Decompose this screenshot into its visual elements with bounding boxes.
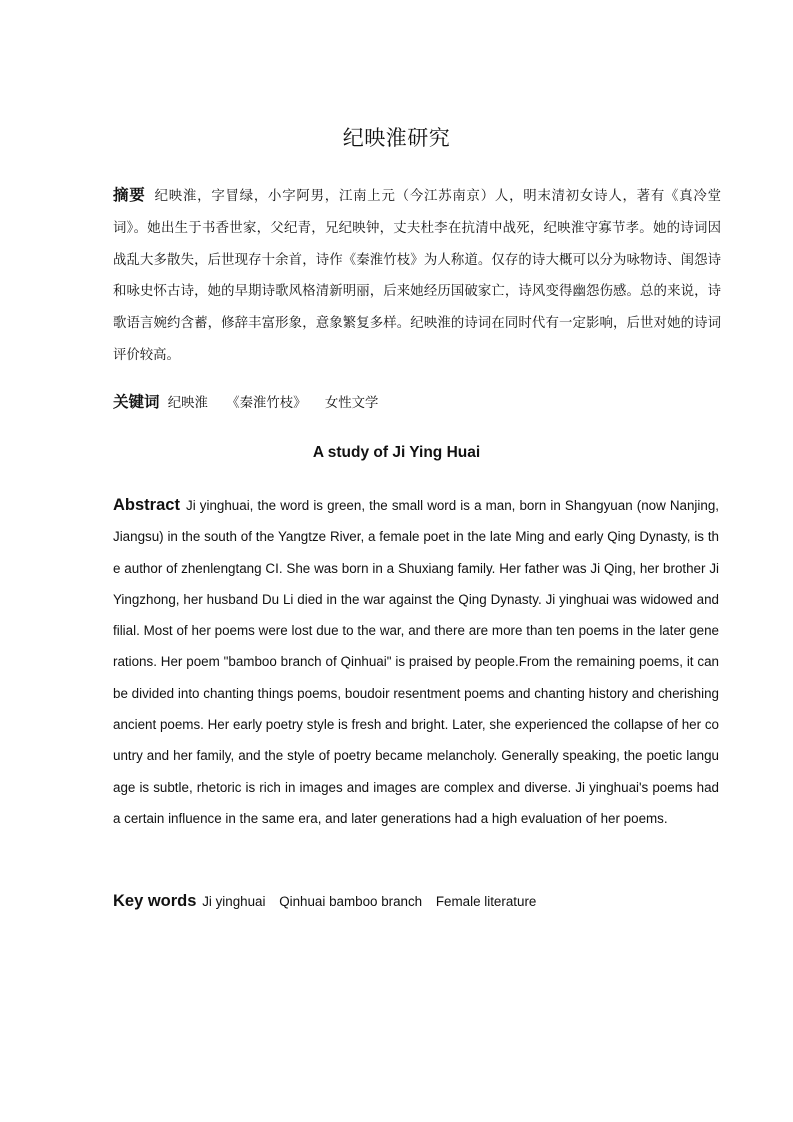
english-keyword-item: Female literature	[435, 894, 537, 909]
english-keyword-item: Qinhuai bamboo branch	[279, 894, 423, 909]
english-title: A study of Ji Ying Huai	[312, 444, 481, 461]
english-abstract	[113, 490, 719, 834]
english-keywords-label: Key words	[113, 892, 197, 910]
chinese-keyword-item: 女性文学	[324, 396, 379, 411]
chinese-keywords-label: 关键词	[113, 393, 160, 411]
chinese-abstract-label: 摘要	[113, 186, 146, 204]
chinese-keyword-item: 《秦淮竹枝》	[226, 396, 307, 411]
english-keywords	[113, 886, 721, 917]
chinese-abstract	[113, 180, 721, 372]
chinese-keywords	[113, 387, 721, 419]
chinese-abstract-text: 纪映淮，字冒绿，小字阿男，江南上元（今江苏南京）人，明末清初女诗人，著有《真冷堂词》。她出生于书香世家，父纪青，兄纪映钟，丈夫杜李在抗清中战死，纪映淮守寡节孝。她的诗词因战乱大多散失，后世现存十余首，诗作《秦淮竹枝》为人称道。仅存的诗大概可以分为咏物诗、闺怨诗和咏史怀古诗，她的早期诗歌风格清新明丽，后来她经历国破家亡，诗风变得幽怨伤感。总的来说，诗歌语言婉约含蓄，修辞丰富形象，意象繁复多样。纪映淮的诗词在同时代有一定影响，后世对她的诗词评价较高。	[113, 189, 721, 363]
chinese-title: 纪映淮研究	[342, 126, 451, 150]
chinese-keyword-item: 纪映淮	[167, 396, 208, 411]
english-abstract-text: Ji yinghuai, the word is green, the small word is a man, born in Shangyuan (now Nanjing, Jiangsu) in the south of the Yangtze River, a female poet in the late Ming and early Qing Dynasty, is the author of zhenlengtang CI. She was born in a Shuxiang family. Her father was Ji Qing, her brother Ji Yingzhong, her husband Du Li died in the war against the Qing Dynasty. Ji yinghuai was widowed and filial. Most of her poems were lost due to the war, and there are more than ten poems in the later generations. Her poem "bamboo branch of Qinhuai" is praised by people.From the remaining poems, it can be divided into chanting things poems, boudoir resentment poems and chanting history and cherishing ancient poems. Her early poetry style is fresh and bright. Later, she experienced the collapse of her country and her family, and the style of poetry became melancholy. Generally speaking, the poetic language is subtle, rhetoric is rich in images and images are complex and diverse. Ji yinghuai's poems had a certain influence in the same era, and later generations had a high evaluation of her poems.	[113, 498, 719, 826]
english-keyword-item: Ji yinghuai	[202, 894, 266, 909]
english-abstract-label: Abstract	[113, 496, 180, 514]
